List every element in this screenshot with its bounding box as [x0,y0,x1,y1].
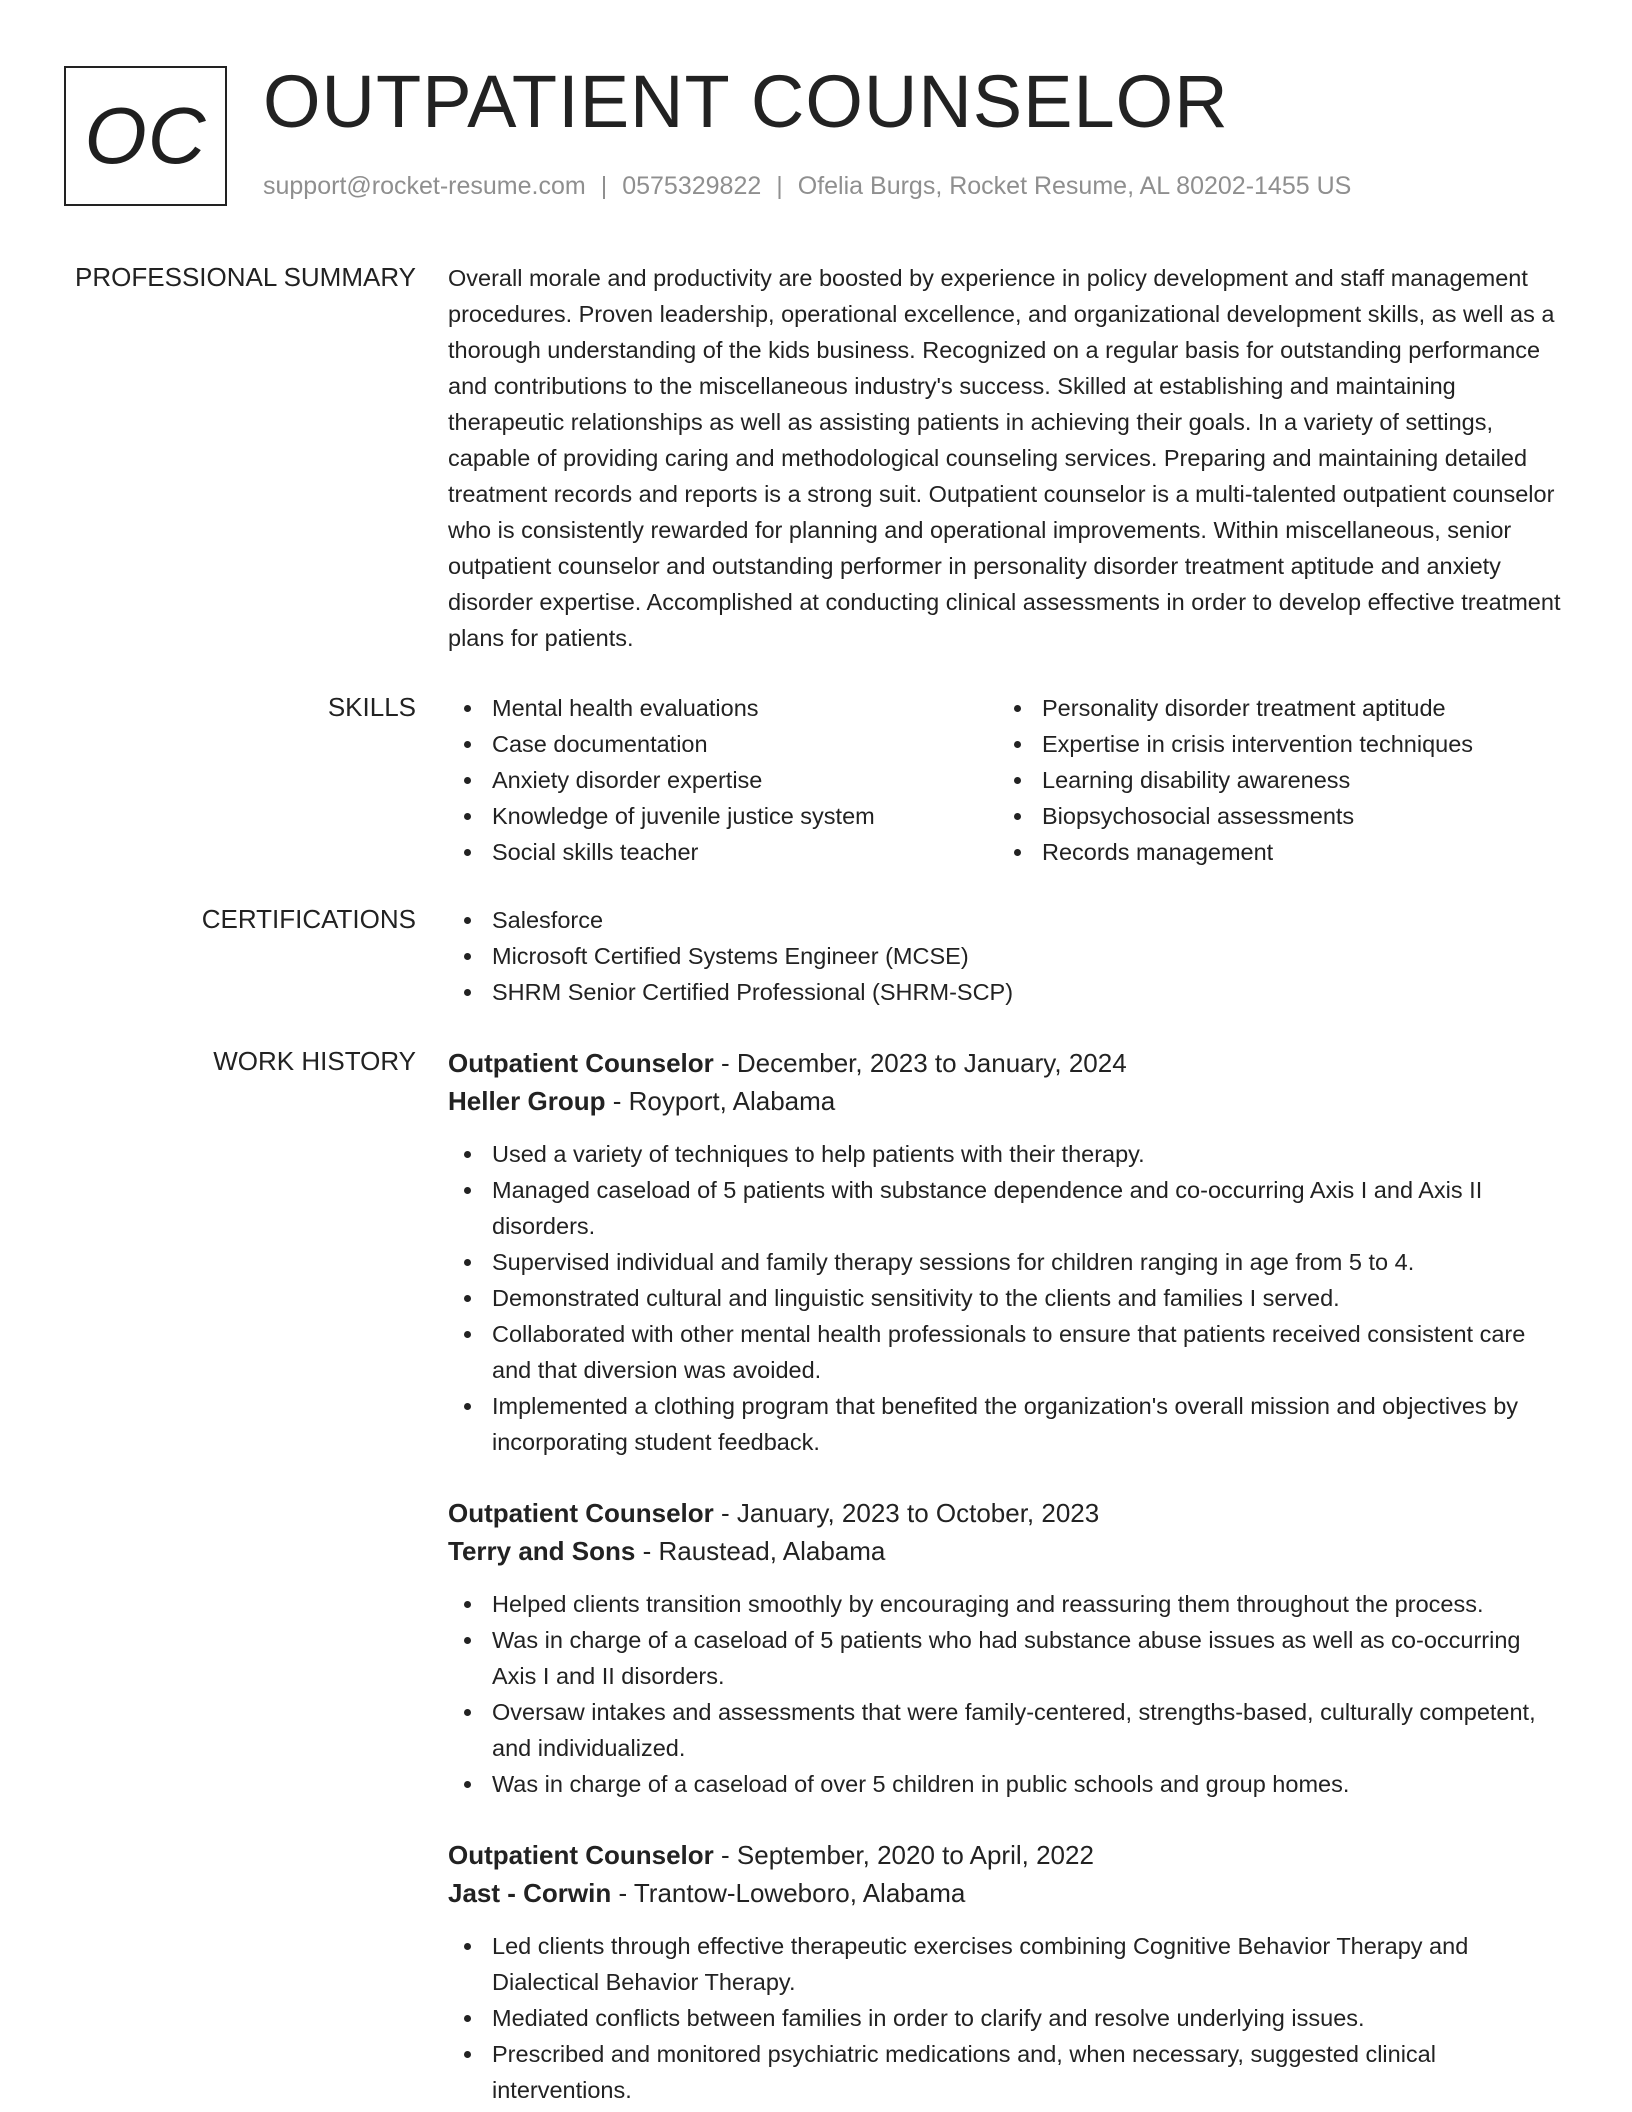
skills-list-right [998,690,1548,870]
list-item: Expertise in crisis intervention techniques [998,726,1548,762]
section-label-skills: SKILLS [327,692,416,722]
list-item: Prescribed and monitored psychiatric medications and, when necessary, suggested clinical interventions. [448,2036,1566,2108]
job-company: Heller Group [448,1086,606,1116]
job-company-line [448,1532,1566,1570]
list-item: Records management [998,834,1548,870]
job-dates: - September, 2020 to April, 2022 [713,1840,1094,1870]
job-bullets [448,1136,1566,1460]
list-item: Helped clients transition smoothly by encouraging and reassuring them throughout the process. [448,1586,1566,1622]
job-entry [448,1494,1566,1802]
job-title-line [448,1494,1566,1532]
contact-separator: | [776,172,783,200]
contact-address: Ofelia Burgs, Rocket Resume, AL 80202-1455 US [797,172,1352,200]
job-company: Terry and Sons [448,1536,636,1566]
summary-text: Overall morale and productivity are boosted by experience in policy development and staff management procedures. Proven leadership, operational excellence, and organizational development skills, as well as a thorough understanding of the kids business. Recognized on a regular basis for outstanding performance and contributions to the miscellaneous industry's success. Skilled at establishing and maintaining therapeutic relationships as well as assisting patients in achieving their goals. In a variety of settings, capable of providing caring and methodological counseling services. Preparing and maintaining detailed treatment records and reports is a strong suit. Outpatient counselor is a multi-talented outpatient counselor who is consistently rewarded for planning and operational improvements. Within miscellaneous, senior outpatient counselor and outstanding performer in personality disorder treatment aptitude and anxiety disorder expertise. Accomplished at conducting clinical assessments in order to develop effective treatment plans for patients. [448,265,1561,651]
list-item: Biopsychosocial assessments [998,798,1548,834]
list-item: Used a variety of techniques to help patients with their therapy. [448,1136,1566,1172]
job-title: Outpatient Counselor [448,1498,714,1528]
skills-list-left [448,690,998,870]
job-bullets [448,1586,1566,1802]
list-item: Learning disability awareness [998,762,1548,798]
list-item: Implemented a clothing program that benefited the organization's overall mission and objectives by incorporating student feedback. [448,1388,1566,1460]
job-title-line [448,1836,1566,1874]
contact-line [263,172,1351,201]
list-item: Was in charge of a caseload of 5 patients who had substance abuse issues as well as co-occurring Axis I and II disorders. [448,1622,1566,1694]
job-entry [448,1836,1566,2108]
job-dates: - December, 2023 to January, 2024 [713,1048,1127,1078]
list-item: Knowledge of juvenile justice system [448,798,998,834]
list-item: Was in charge of a caseload of over 5 children in public schools and group homes. [448,1766,1566,1802]
section-label-work-history: WORK HISTORY [213,1046,416,1076]
job-location: - Trantow-Loweboro, Alabama [611,1878,966,1908]
job-dates: - January, 2023 to October, 2023 [713,1498,1100,1528]
list-item: Personality disorder treatment aptitude [998,690,1548,726]
resume-header [64,60,1572,214]
job-company: Jast - Corwin [448,1878,612,1908]
list-item: Collaborated with other mental health professionals to ensure that patients received consistent care and that diversion was avoided. [448,1316,1566,1388]
list-item: Mental health evaluations [448,690,998,726]
list-item: Mediated conflicts between families in order to clarify and resolve underlying issues. [448,2000,1566,2036]
monogram-badge: OC [64,66,227,206]
list-item: Microsoft Certified Systems Engineer (MCSE) [448,938,1566,974]
contact-phone[interactable]: 0575329822 [622,172,762,200]
job-company-line [448,1874,1566,1912]
section-label-summary: PROFESSIONAL SUMMARY [75,262,416,292]
list-item: Oversaw intakes and assessments that were family-centered, strengths-based, culturally competent, and individualized. [448,1694,1566,1766]
job-bullets [448,1928,1566,2108]
list-item: Demonstrated cultural and linguistic sensitivity to the clients and families I served. [448,1280,1566,1316]
list-item: Social skills teacher [448,834,998,870]
list-item: Anxiety disorder expertise [448,762,998,798]
list-item: SHRM Senior Certified Professional (SHRM-SCP) [448,974,1566,1010]
section-label-certifications: CERTIFICATIONS [201,904,416,934]
contact-separator: | [600,172,608,200]
certifications-list [448,902,1566,1010]
list-item: Led clients through effective therapeutic exercises combining Cognitive Behavior Therapy and Dialectical Behavior Therapy. [448,1928,1566,2000]
list-item: Salesforce [448,902,1566,938]
list-item: Case documentation [448,726,998,762]
job-title-line [448,1044,1566,1082]
list-item: Managed caseload of 5 patients with substance dependence and co-occurring Axis I and Axis II disorders. [448,1172,1566,1244]
job-company-line [448,1082,1566,1120]
job-title: Outpatient Counselor [448,1840,714,1870]
job-title: Outpatient Counselor [448,1048,714,1078]
job-location: - Raustead, Alabama [635,1536,886,1566]
job-entry [448,1044,1566,1460]
candidate-title: OUTPATIENT COUNSELOR [263,60,1229,143]
list-item: Supervised individual and family therapy sessions for children ranging in age from 5 to 4. [448,1244,1566,1280]
contact-email[interactable]: support@rocket-resume.com [263,172,586,200]
job-location: - Royport, Alabama [605,1086,836,1116]
